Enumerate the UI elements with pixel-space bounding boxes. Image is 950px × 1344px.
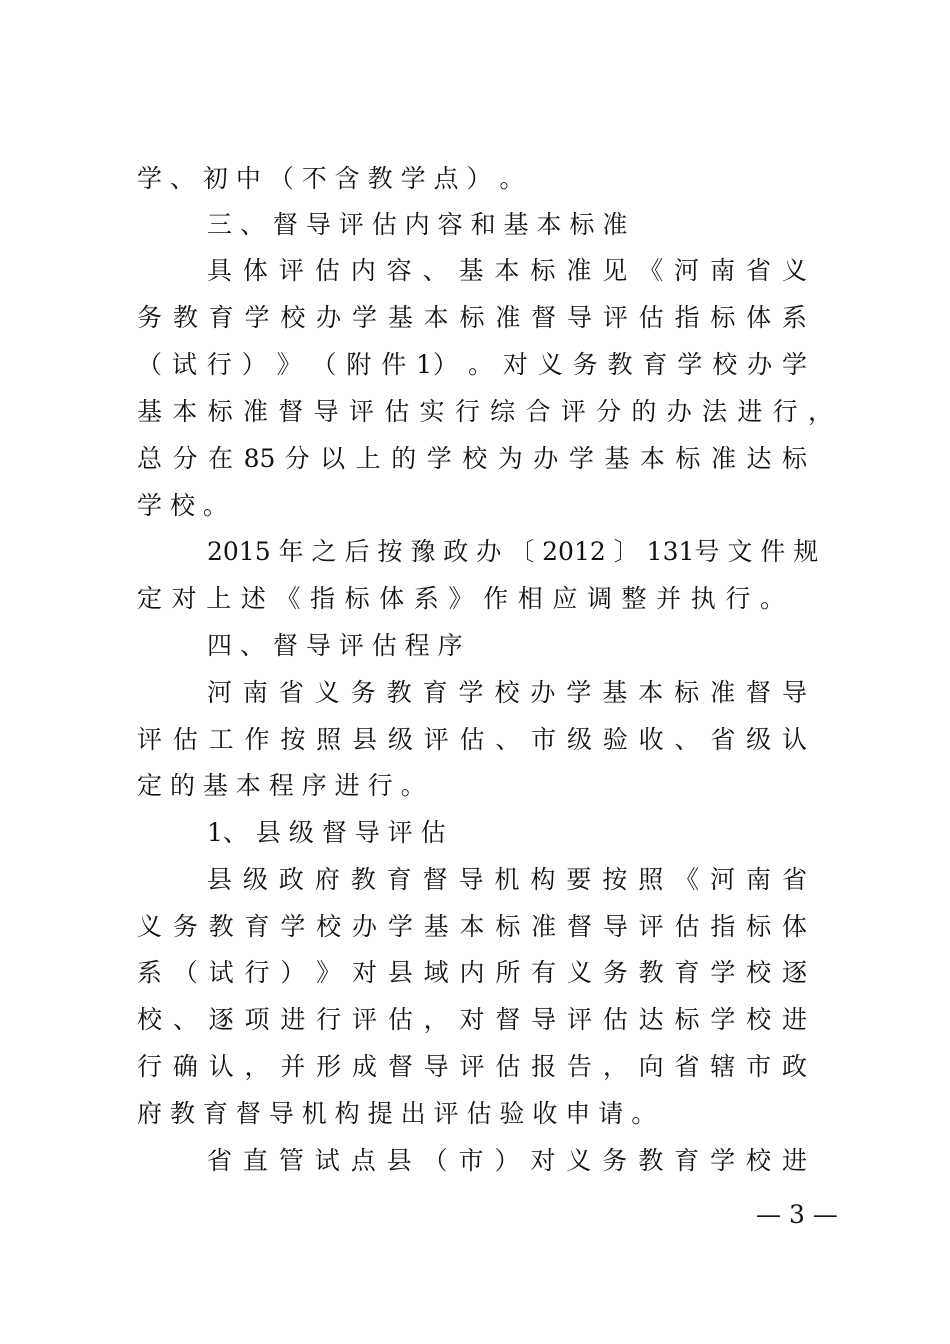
section-heading — [0, 626, 950, 666]
line-text: 定 的 基 本 程 序 进 行 。 — [137, 771, 426, 800]
text-line — [0, 673, 950, 713]
line-text: 校 、 逐 项 进 行 评 估 ， 对 督 导 评 估 达 标 学 校 进 — [137, 1005, 807, 1034]
text-line — [0, 392, 950, 432]
line-text: 基 本 标 准 督 导 评 估 实 行 综 合 评 分 的 办 法 进 行 ， — [137, 397, 833, 426]
text-line — [0, 766, 950, 806]
line-text: 县 级 政 府 教 育 督 导 机 构 要 按 照 《 河 南 省 — [207, 865, 807, 894]
heading-text: 四 、 督 导 评 估 程 序 — [207, 631, 463, 660]
heading-text: 三 、 督 导 评 估 内 容 和 基 本 标 准 — [207, 210, 628, 239]
line-text: 2015 年 之 后 按 豫 政 办 〔 2012 〕 131号 文 件 规 — [207, 537, 819, 566]
text-line — [0, 486, 950, 526]
text-line — [0, 907, 950, 947]
line-text: 系 （ 试 行 ） 》 对 县 域 内 所 有 义 务 教 育 学 校 逐 — [137, 958, 807, 987]
line-text: 务 教 育 学 校 办 学 基 本 标 准 督 导 评 估 指 标 体 系 — [137, 303, 807, 332]
text-line — [0, 953, 950, 993]
line-text: 行 确 认 ， 并 形 成 督 导 评 估 报 告 ， 向 省 辖 市 政 — [137, 1052, 807, 1081]
text-line — [0, 1141, 950, 1181]
text-line — [0, 720, 950, 760]
line-text: 具 体 评 估 内 容 、 基 本 标 准 见 《 河 南 省 义 — [207, 256, 807, 285]
text-line — [0, 1047, 950, 1087]
page-number: — 3 — — [756, 1200, 838, 1229]
text-line — [0, 159, 950, 199]
line-text: 学 校 。 — [137, 491, 228, 520]
line-text: （ 试 行 ） 》 （ 附 件 1） 。 对 义 务 教 育 学 校 办 学 — [137, 350, 807, 379]
text-line — [0, 251, 950, 291]
section-heading — [0, 205, 950, 245]
line-text: 总 分 在 85 分 以 上 的 学 校 为 办 学 基 本 标 准 达 标 — [137, 444, 807, 473]
heading-text: 1、 县 级 督 导 评 估 — [207, 818, 446, 847]
text-line — [0, 579, 950, 619]
line-text: 府 教 育 督 导 机 构 提 出 评 估 验 收 申 请 。 — [137, 1099, 657, 1128]
text-line — [0, 860, 950, 900]
line-text: 义 务 教 育 学 校 办 学 基 本 标 准 督 导 评 估 指 标 体 — [137, 912, 807, 941]
text-line — [0, 298, 950, 338]
text-line — [0, 532, 950, 572]
subsection-heading — [0, 813, 950, 853]
line-text: 省 直 管 试 点 县 （ 市 ） 对 义 务 教 育 学 校 进 — [207, 1146, 807, 1175]
text-line — [0, 1000, 950, 1040]
text-line — [0, 439, 950, 479]
line-text: 定 对 上 述 《 指 标 体 系 》 作 相 应 调 整 并 执 行 。 — [137, 584, 785, 613]
line-text: 评 估 工 作 按 照 县 级 评 估 、 市 级 验 收 、 省 级 认 — [137, 725, 807, 754]
line-text: 河 南 省 义 务 教 育 学 校 办 学 基 本 标 准 督 导 — [207, 678, 807, 707]
line-text: 学 、 初 中 （ 不 含 教 学 点 ） 。 — [137, 164, 525, 193]
text-line — [0, 345, 950, 385]
text-line — [0, 1094, 950, 1134]
